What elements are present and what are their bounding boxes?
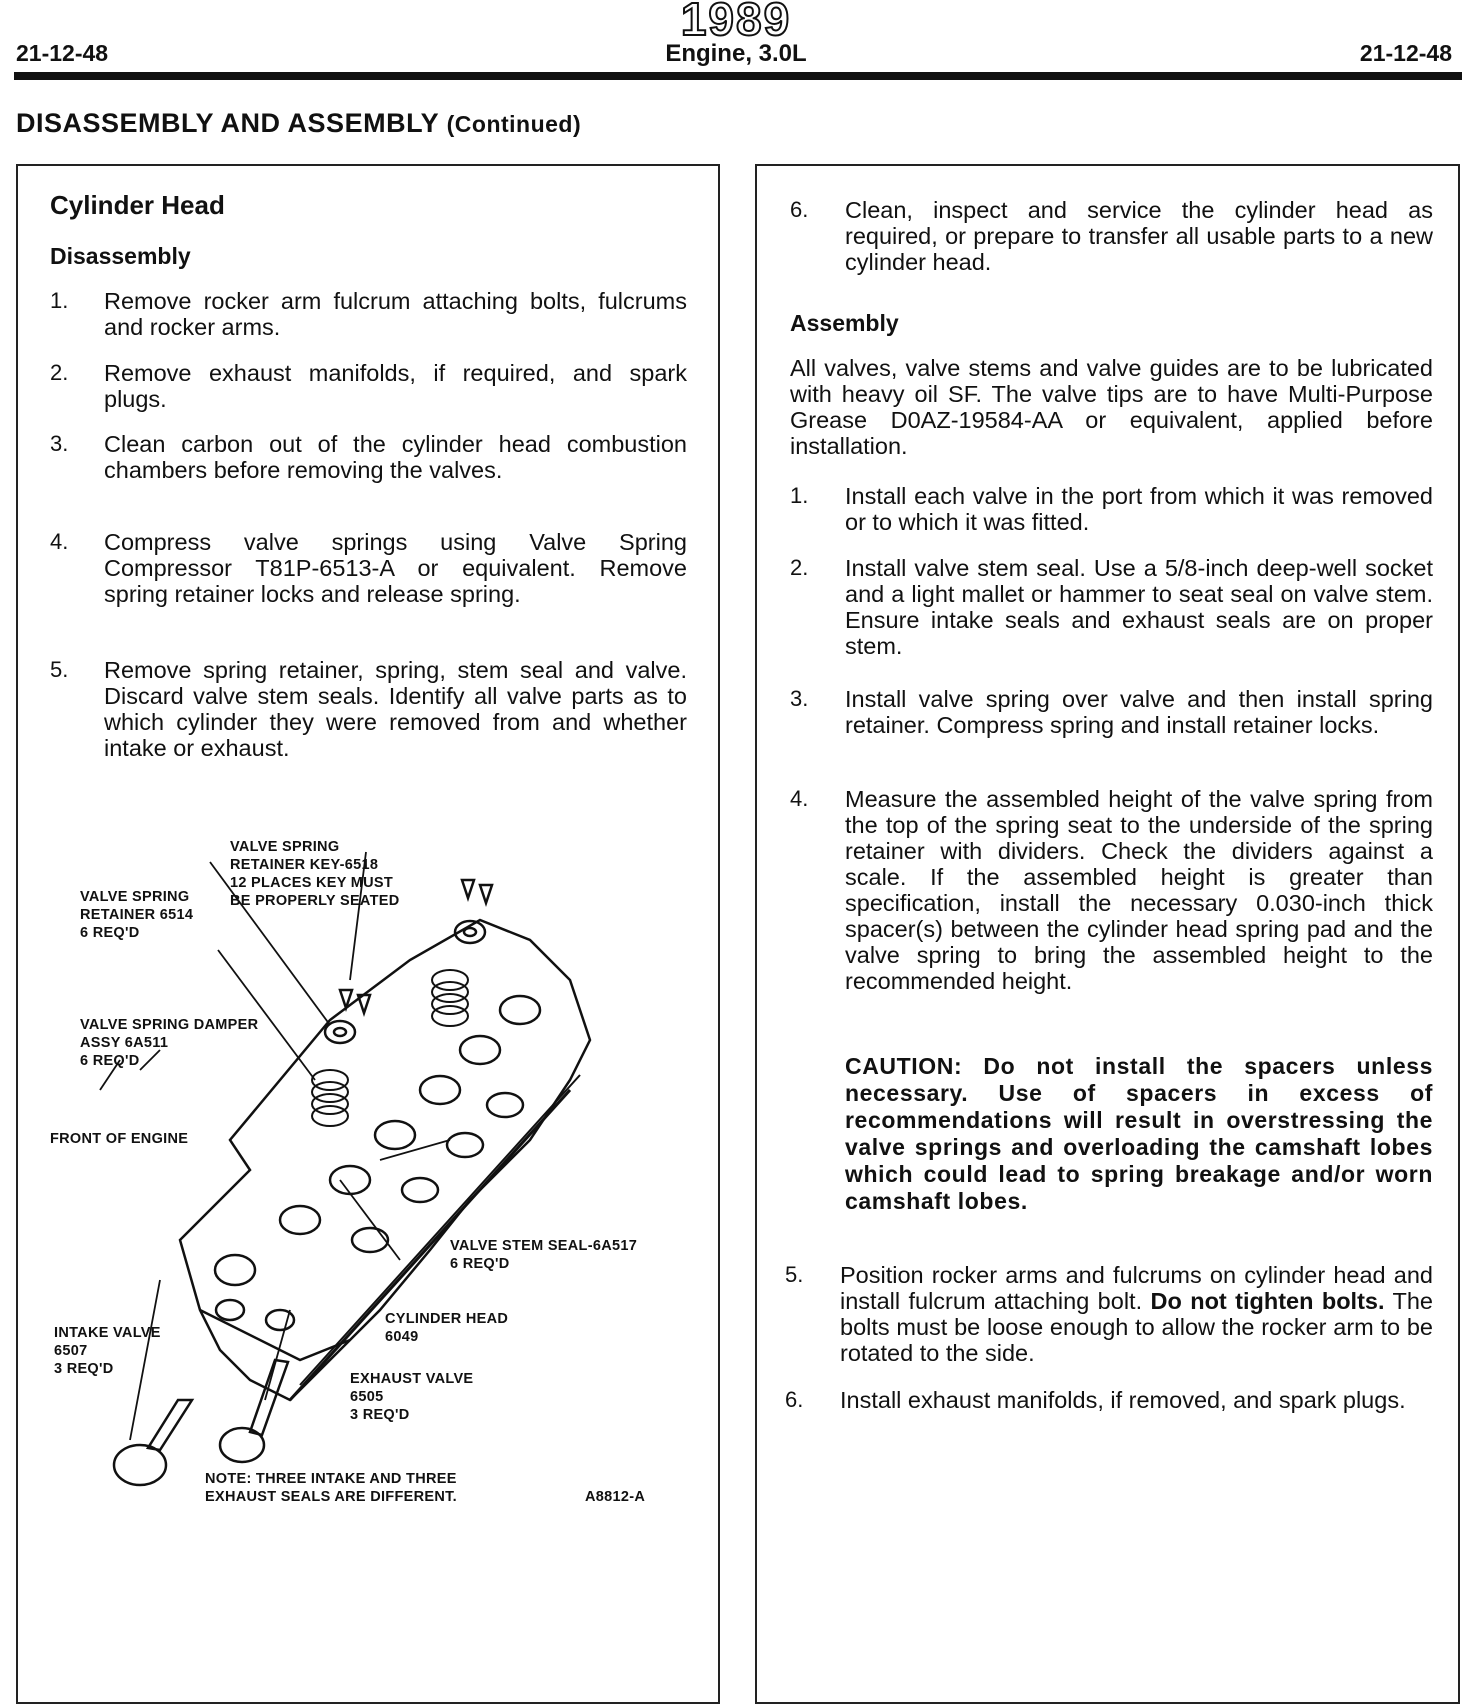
step-number: 2.: [50, 360, 69, 385]
disassembly-step: Clean, inspect and service the cylinder head as required, or prepare to transfer all usable parts to a new cylinder head.: [845, 197, 1433, 275]
step-number: 5.: [50, 657, 69, 682]
retainer-key-label: VALVE SPRING RETAINER KEY-6518 12 PLACES KEY MUST BE PROPERLY SEATED: [230, 839, 400, 909]
step-number: 3.: [790, 686, 809, 711]
intake-valve-part: [114, 1400, 192, 1485]
disassembly-step: Remove spring retainer, spring, stem seal and valve. Discard valve stem seals. Identify all valve parts as to which cylinder they were removed from and whether intake or exhaust.: [104, 657, 687, 761]
figure-note: NOTE: THREE INTAKE AND THREE EXHAUST SEALS ARE DIFFERENT.: [205, 1471, 457, 1505]
assembly-step: Measure the assembled height of the valve spring from the top of the spring seat to the underside of the spring retainer with dividers. Check the dividers against a scale. If the assembled height is greater than specification, install the necessary 0.030-inch thick spacer(s) between the cylinder head spring pad and the valve spring to bring the assembled height to the recommended height.: [845, 786, 1433, 994]
caution-note: CAUTION: Do not install the spacers unless necessary. Use of spacers in excess of recommendations will result in overstressing the valve springs and overloading the camshaft lobes which could lead to spring breakage and/or worn camshaft lobes.: [845, 1053, 1433, 1214]
assembly-step: Install each valve in the port from which it was removed or to which it was fitted.: [845, 483, 1433, 535]
assembly-step: Install exhaust manifolds, if removed, and spark plugs.: [840, 1387, 1406, 1413]
cylinder-head-figure: [50, 840, 670, 1510]
front-of-engine-label: FRONT OF ENGINE: [50, 1131, 189, 1147]
disassembly-heading: Disassembly: [50, 243, 191, 269]
header-rule: [14, 72, 1462, 80]
valve-spring-left: [312, 1070, 348, 1126]
step-number: 6.: [790, 197, 809, 222]
damper-label: VALVE SPRING DAMPER ASSY 6A511 6 REQ'D: [80, 1017, 259, 1069]
section-continued: (Continued): [446, 111, 582, 137]
valve-spring-right: [432, 970, 468, 1026]
step5-text-b: The bolts must be loose enough to allow the rocker arm to be rotated to the side.: [840, 1288, 1433, 1366]
step-number: 4.: [50, 529, 69, 554]
step-number: 1.: [790, 483, 809, 508]
page-number-right: 21-12-48: [1359, 40, 1452, 66]
disassembly-step: Remove exhaust manifolds, if required, and spark plugs.: [104, 360, 687, 412]
assembly-step: Install valve stem seal. Use a 5/8-inch deep-well socket and a light mallet or hammer to seat seal on valve stem. Ensure intake seals and exhaust seals are on proper stem.: [845, 555, 1433, 659]
step-number: 5.: [785, 1262, 804, 1287]
assembly-step: [840, 1262, 1433, 1366]
step5-text-a: Position rocker arms and fulcrums on cylinder head and install fulcrum attaching bolt.: [840, 1262, 1433, 1314]
page-number-left: 21-12-48: [16, 40, 109, 66]
step5-bold: Do not tighten bolts.: [1150, 1288, 1385, 1314]
cylinder-head-heading: Cylinder Head: [50, 190, 225, 220]
step-number: 4.: [790, 786, 809, 811]
disassembly-step: Compress valve springs using Valve Spring Compressor T81P-6513-A or equivalent. Remove spring retainer locks and release spring.: [104, 529, 687, 607]
retainer-label: VALVE SPRING RETAINER 6514 6 REQ'D: [80, 889, 194, 941]
section-title-text: DISASSEMBLY AND ASSEMBLY: [16, 108, 439, 138]
page-title: Engine, 3.0L: [665, 40, 807, 67]
disassembly-step: Remove rocker arm fulcrum attaching bolts, fulcrums and rocker arms.: [104, 288, 687, 340]
retainer-key: [462, 880, 474, 898]
intake-valve-label: INTAKE VALVE 6507 3 REQ'D: [54, 1325, 161, 1377]
section-title: [16, 108, 581, 139]
stem-seal-label: VALVE STEM SEAL-6A517 6 REQ'D: [450, 1238, 638, 1272]
cylinder-head-label: CYLINDER HEAD 6049: [385, 1311, 509, 1345]
exhaust-valve-part: [220, 1360, 288, 1462]
figure-code: A8812-A: [585, 1489, 646, 1505]
step-number: 6.: [785, 1387, 804, 1412]
step-number: 3.: [50, 431, 69, 456]
assembly-intro: All valves, valve stems and valve guides are to be lubricated with heavy oil SF. The valve tips are to have Multi-Purpose Grease D0AZ-19584-AA or equivalent, applied before installation.: [790, 355, 1433, 459]
step-number: 1.: [50, 288, 69, 313]
step-number: 2.: [790, 555, 809, 580]
assembly-step: Install valve spring over valve and then install spring retainer. Compress spring and install retainer locks.: [845, 686, 1433, 738]
assembly-heading: Assembly: [790, 310, 899, 336]
exhaust-valve-label: EXHAUST VALVE 6505 3 REQ'D: [350, 1371, 474, 1423]
disassembly-step: Clean carbon out of the cylinder head combustion chambers before removing the valves.: [104, 431, 687, 483]
year-stamp: 1989: [680, 0, 792, 45]
